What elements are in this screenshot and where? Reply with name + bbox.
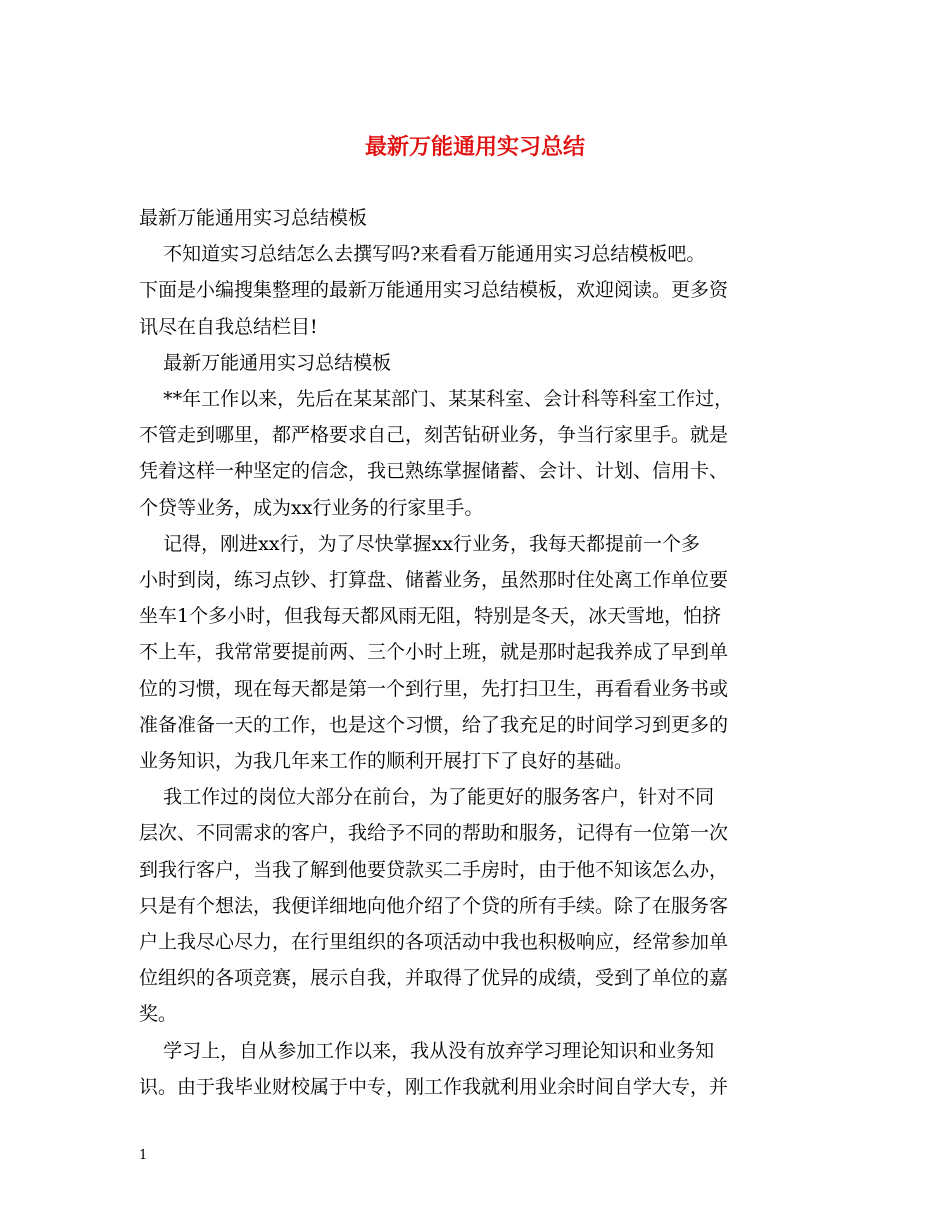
body-line: 下面是小编搜集整理的最新万能通用实习总结模板，欢迎阅读。更多资: [139, 279, 729, 302]
body-line: 户上我尽心尽力，在行里组织的各项活动中我也积极响应，经常参加单: [139, 931, 729, 953]
body-line: 小时到岗，练习点钞、打算盘、储蓄业务，虽然那时住处离工作单位要: [139, 569, 729, 591]
body-line: 坐车1个多小时，但我每天都风雨无阻，特别是冬天，冰天雪地，怕挤: [139, 605, 722, 628]
body-line: 不上车，我常常要提前两、三个小时上班，就是那时起我养成了早到单: [139, 641, 729, 664]
body-line: 我工作过的岗位大部分在前台，为了能更好的服务客户，针对不同: [139, 786, 715, 809]
page-number: 1: [139, 1148, 148, 1163]
body-line: 学习上，自从参加工作以来，我从没有放弃学习理论知识和业务知: [139, 1039, 715, 1062]
body-line: 位的习惯，现在每天都是第一个到行里，先打扫卫生，再看看业务书或: [139, 677, 729, 700]
body-line: 讯尽在自我总结栏目!: [139, 315, 318, 338]
body-line: 最新万能通用实习总结模板: [139, 351, 392, 374]
body-line: 最新万能通用实习总结模板: [139, 207, 368, 229]
body-line: 业务知识，为我几年来工作的顺利开展打下了良好的基础。: [139, 750, 634, 772]
body-line: 准备准备一天的工作，也是这个习惯，给了我充足的时间学习到更多的: [139, 713, 729, 736]
body-line: 个贷等业务，成为xx行业务的行家里手。: [139, 496, 484, 519]
body-line: 到我行客户，当我了解到他要贷款买二手房时，由于他不知该怎么办，: [139, 858, 729, 881]
body-line: 凭着这样一种坚定的信念，我已熟练掌握储蓄、会计、计划、信用卡、: [139, 460, 729, 483]
body-line: 位组织的各项竞赛，展示自我，并取得了优异的成绩，受到了单位的嘉: [139, 967, 729, 990]
body-line: 记得，刚进xx行，为了尽快掌握xx行业务，我每天都提前一个多: [139, 532, 701, 555]
body-line: **年工作以来，先后在某某部门、某某科室、会计科等科室工作过，: [139, 388, 734, 410]
body-line: 不知道实习总结怎么去撰写吗?来看看万能通用实习总结模板吧。: [139, 243, 706, 266]
document-title: 最新万能通用实习总结: [364, 134, 585, 160]
body-line: 层次、不同需求的客户，我给予不同的帮助和服务，记得有一位第一次: [139, 822, 729, 845]
body-line: 不管走到哪里，都严格要求自己，刻苦钻研业务，争当行家里手。就是: [139, 424, 729, 447]
body-line: 奖。: [139, 1003, 178, 1026]
body-line: 只是有个想法，我便详细地向他介绍了个贷的所有手续。除了在服务客: [139, 894, 729, 917]
body-line: 识。由于我毕业财校属于中专，刚工作我就利用业余时间自学大专，并: [139, 1075, 729, 1098]
